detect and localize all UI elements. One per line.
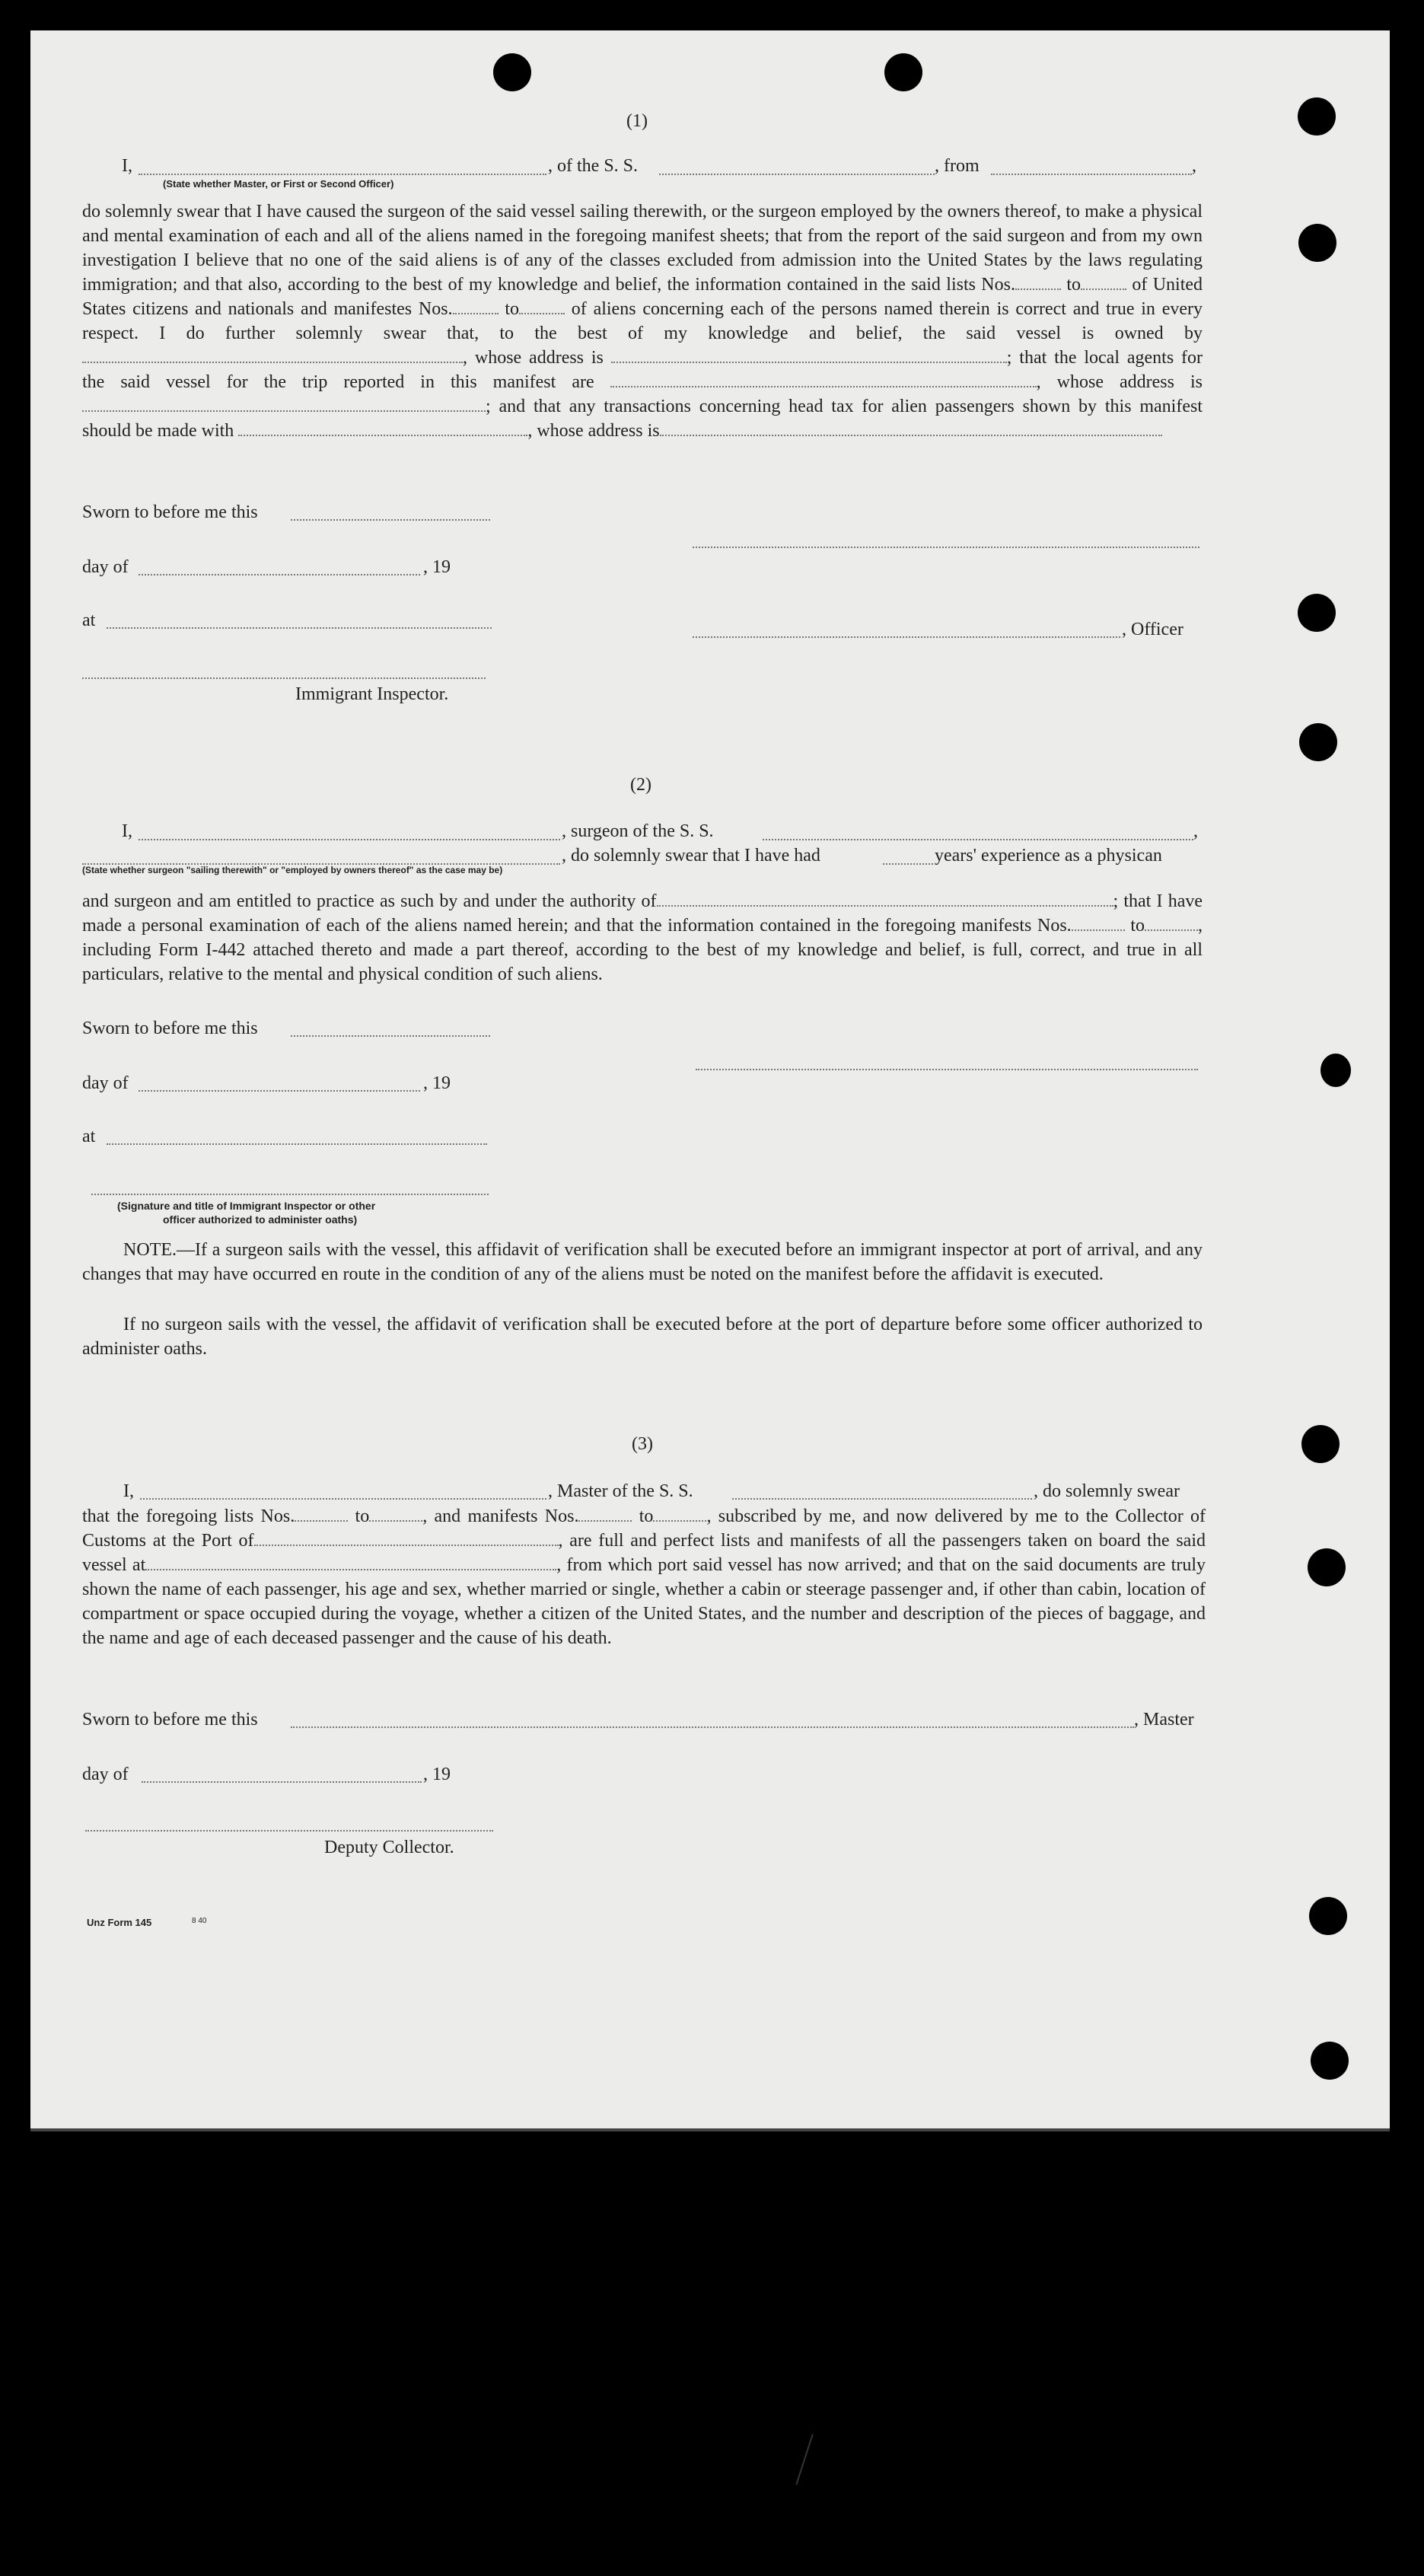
- punch-hole: [493, 53, 531, 91]
- fill-line: [140, 1498, 546, 1500]
- punch-hole: [1308, 1548, 1346, 1586]
- comma: ,: [1192, 156, 1196, 176]
- fill-line: [107, 627, 492, 629]
- signature-line: [693, 547, 1199, 548]
- label-i: I,: [122, 821, 132, 841]
- signature-note: (Signature and title of Immigrant Inspector or other: [117, 1200, 376, 1212]
- day-of-label: day of: [82, 557, 129, 577]
- fill-line: [142, 1781, 422, 1783]
- note-paragraph: If no surgeon sails with the vessel, the affidavit of verification shall be executed before at the port of departure before some officer authorized to administer oaths.: [82, 1315, 1203, 1359]
- signature-line: [696, 1069, 1198, 1070]
- oath-paragraph: do solemnly swear that I have caused the surgeon of the said vessel sailing therewith, or the surgeon employed by the owners thereof, to make a physical and mental examination of each and all of the aliens named in the foregoing manifest sheets; that from the report of the said surgeon and from my own investigation I believe that no one of the said aliens is of any of the classes excluded from admission into the United States by the laws regulating immigration; and that also, according to the best of my knowledge and belief, the information contained in the said lists Nos. to of United States citizens and nationals and manifestes Nos. to of aliens concerning each of the persons named therein is correct and true in every respect. I do further solemnly swear that, to the best of my knowledge and belief, the said vessel is owned by, whose address is ; that the local agents for the said vessel for the trip reported in this manifest are , whose address is; and that any transactions concerning head tax for alien passengers shown by this manifest should be made with , whose address is: [82, 202, 1203, 441]
- punch-hole: [1298, 594, 1336, 632]
- fill-line: [991, 174, 1192, 175]
- note-paragraph: NOTE.—If a surgeon sails with the vessel, this affidavit of verification shall be executed before an immigrant inspector at port of arrival, and any changes that may have occurred en route in the condition of any of the aliens must be noted on the manifest before the affidavit is executed.: [82, 1240, 1203, 1284]
- section-number: (3): [632, 1434, 653, 1454]
- at-label: at: [82, 1127, 96, 1146]
- fill-line: [291, 1035, 490, 1037]
- label-of-ss: , of the S. S.: [548, 156, 639, 176]
- section-number: (2): [630, 775, 651, 795]
- day-of-label: day of: [82, 1073, 129, 1093]
- label-master-ss: , Master of the S. S.: [548, 1481, 693, 1501]
- day-of-label: day of: [82, 1765, 129, 1784]
- form-number: Unz Form 145: [87, 1917, 152, 1928]
- fill-line: [763, 839, 1193, 840]
- fill-line: [139, 174, 546, 175]
- fill-line: [291, 519, 490, 521]
- fill-line: [139, 574, 420, 575]
- signature-line: [82, 677, 486, 679]
- sworn-label: Sworn to before me this: [82, 502, 258, 522]
- officer-label: , Officer: [1122, 620, 1183, 639]
- label-i: I,: [123, 1481, 134, 1501]
- punch-hole: [1299, 723, 1337, 761]
- master-label: , Master: [1134, 1710, 1194, 1730]
- inspector-label: Immigrant Inspector.: [295, 684, 449, 704]
- field-note: (State whether surgeon "sailing therewith" or "employed by owners thereof" as the case may be): [82, 865, 503, 875]
- fill-line: [291, 1726, 1134, 1728]
- punch-hole: [884, 53, 922, 91]
- signature-note: officer authorized to administer oaths): [163, 1213, 358, 1226]
- comma: ,: [1193, 821, 1198, 841]
- deputy-label: Deputy Collector.: [324, 1838, 454, 1857]
- punch-hole: [1298, 224, 1336, 262]
- signature-line: [91, 1194, 489, 1195]
- label-i: I,: [122, 156, 132, 176]
- fill-line: [659, 174, 935, 175]
- field-note: (State whether Master, or First or Second Officer): [163, 178, 394, 190]
- year-label: , 19: [423, 1073, 451, 1093]
- master-paragraph: that the foregoing lists Nos. to , and manifests Nos. to , subscribed by me, and now delivered by me to the Collector of Customs at the Port of , are full and perfect lists and manifests of all the passengers taken on board the said vessel at , from which port said vessel has now arrived; and that on the said documents are truly shown the name of each passenger, his age and sex, whether married or single, whether a cabin or steerage passenger and, if other than cabin, location of compartment or space occupied during the voyage, whether a citizen of the United States, and the number and description of the pieces of baggage, and the name and age of each deceased passenger and the cause of his death.: [82, 1506, 1206, 1648]
- sworn-label: Sworn to before me this: [82, 1710, 258, 1730]
- label-swear: , do solemnly swear: [1034, 1481, 1180, 1501]
- year-label: , 19: [423, 1765, 451, 1784]
- fill-line: [732, 1498, 1032, 1500]
- fill-line: [139, 839, 560, 840]
- form-date: 8 40: [192, 1917, 207, 1925]
- page-edge: [30, 2128, 1390, 2131]
- signature-line: [693, 636, 1120, 638]
- label-from: , from: [935, 156, 980, 176]
- section-number: (1): [626, 111, 648, 131]
- punch-hole: [1301, 1425, 1340, 1463]
- sworn-label: Sworn to before me this: [82, 1019, 258, 1038]
- label-surgeon-ss: , surgeon of the S. S.: [562, 821, 714, 841]
- punch-hole: [1311, 2042, 1349, 2080]
- punch-hole: [1309, 1897, 1347, 1935]
- stray-mark: [795, 2434, 814, 2485]
- fill-line: [883, 863, 933, 865]
- at-label: at: [82, 611, 96, 630]
- label-swear: , do solemnly swear that I have had: [562, 846, 820, 866]
- punch-hole: [1298, 97, 1336, 135]
- year-label: , 19: [423, 557, 451, 577]
- punch-hole: [1320, 1054, 1351, 1087]
- fill-line: [107, 1143, 487, 1145]
- surgeon-paragraph: and surgeon and am entitled to practice as such by and under the authority of ; that I have made a personal examination of each of the aliens named herein; and that the information contained in the foregoing manifests Nos. to , including Form I-442 attached thereto and made a part thereof, according to the best of my knowledge and belief, is full, correct, and true in all particulars, relative to the mental and physical condition of such aliens.: [82, 891, 1203, 984]
- signature-line: [85, 1830, 493, 1832]
- label-years: years' experience as a physican: [935, 846, 1162, 866]
- fill-line: [139, 1090, 420, 1092]
